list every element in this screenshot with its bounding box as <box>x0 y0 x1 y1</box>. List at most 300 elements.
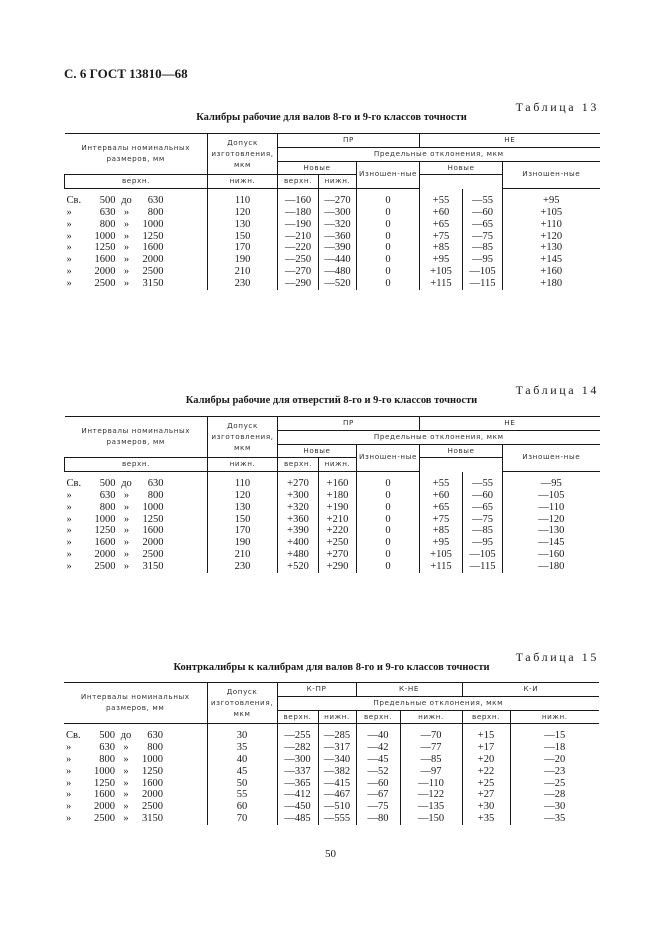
interval-cell <box>65 502 208 514</box>
table-cell: —300 <box>319 207 357 219</box>
table-cell: +220 <box>319 525 357 537</box>
table-cell: —382 <box>318 766 356 778</box>
table-cell: —480 <box>319 266 357 278</box>
interval-pre: » <box>66 525 72 537</box>
table-cell: —135 <box>400 801 462 813</box>
interval-b: 3150 <box>142 560 164 572</box>
table-cell: 0 <box>357 561 420 573</box>
table-cell: +60 <box>420 207 463 219</box>
table-cell: 0 <box>357 472 420 490</box>
header-ne-lower: нижн. <box>319 175 357 189</box>
interval-cell <box>65 278 208 290</box>
table-cell: +400 <box>278 537 319 549</box>
interval-range <box>67 537 164 549</box>
table-cell: —40 <box>356 724 400 742</box>
header-pr: ПР <box>278 134 420 148</box>
table-cell: +60 <box>420 490 463 502</box>
table-cell: —415 <box>318 778 356 790</box>
table-cell: +115 <box>420 278 463 290</box>
interval-a: 630 <box>99 206 116 218</box>
table-cell: +250 <box>319 537 357 549</box>
interval-b: 1000 <box>142 501 164 513</box>
table-cell: +15 <box>462 724 510 742</box>
table-row <box>64 766 599 778</box>
header-ne-lower: нижн. <box>319 458 357 472</box>
interval-a: 630 <box>99 742 115 754</box>
table-cell: +85 <box>420 242 463 254</box>
table-cell: 110 <box>208 472 278 490</box>
interval-b: 1600 <box>142 777 163 789</box>
page-header: С. 6 ГОСТ 13810—68 <box>64 66 188 81</box>
table-cell: 0 <box>357 514 420 526</box>
table-cell: +22 <box>462 766 510 778</box>
interval-b: 630 <box>147 730 163 742</box>
interval-b: 2000 <box>142 537 164 549</box>
table-cell: —85 <box>463 525 503 537</box>
interval-a: 1600 <box>94 537 116 549</box>
table-cell: —340 <box>318 754 356 766</box>
interval-range <box>66 742 163 754</box>
table-row <box>64 789 599 801</box>
interval-cell <box>65 189 208 207</box>
table-cell: +20 <box>462 754 510 766</box>
table-cell: 40 <box>207 754 277 766</box>
interval-sep: » <box>123 230 130 242</box>
interval-b: 2500 <box>142 265 164 277</box>
table-cell: +180 <box>319 490 357 502</box>
table-cell: —45 <box>356 754 400 766</box>
header-kne-lower: нижн. <box>400 710 462 724</box>
table-cell: +160 <box>319 472 357 490</box>
table-15-caption: Контркалибры к калибрам для валов 8-го и 9-го классов точности <box>173 662 490 673</box>
table-cell: +105 <box>503 207 600 219</box>
table-cell: +95 <box>503 189 600 207</box>
table-cell: —122 <box>400 789 462 801</box>
table-cell: +145 <box>503 254 600 266</box>
interval-pre: » <box>66 265 72 277</box>
interval-range <box>66 801 163 813</box>
interval-range <box>66 813 163 825</box>
table-cell: +115 <box>420 561 463 573</box>
table-cell: +160 <box>503 266 600 278</box>
table-cell: +105 <box>420 549 463 561</box>
interval-range <box>67 490 164 502</box>
table-row <box>64 813 599 825</box>
interval-range <box>67 549 164 561</box>
table-cell: +120 <box>503 231 600 243</box>
table-cell: —18 <box>510 742 599 754</box>
table-cell: —520 <box>319 278 357 290</box>
table-cell: +17 <box>462 742 510 754</box>
header-kpr-lower: нижн. <box>318 710 356 724</box>
table-row <box>64 778 599 790</box>
table-cell: +480 <box>278 549 319 561</box>
table-cell: 150 <box>208 231 278 243</box>
interval-a: 1600 <box>94 254 116 266</box>
interval-cell <box>64 766 207 778</box>
table-cell: —285 <box>318 724 356 742</box>
interval-b: 800 <box>147 742 163 754</box>
interval-sep: » <box>123 206 130 218</box>
interval-pre: » <box>66 777 72 789</box>
table-cell: —65 <box>463 502 503 514</box>
interval-b: 1250 <box>142 230 164 242</box>
table-cell: +65 <box>420 502 463 514</box>
table-cell: 30 <box>207 724 277 742</box>
table-14-number: Таблица 14 <box>515 383 599 397</box>
interval-sep: » <box>123 742 129 754</box>
table-cell: 170 <box>208 525 278 537</box>
table-cell: +105 <box>420 266 463 278</box>
interval-b: 1000 <box>142 753 163 765</box>
table-row <box>65 219 600 231</box>
table-cell: —95 <box>463 254 503 266</box>
table-cell: —190 <box>278 219 319 231</box>
table-cell: 45 <box>207 766 277 778</box>
interval-pre: » <box>66 812 72 824</box>
header-ne-worn: Изношен-ные <box>503 161 600 189</box>
interval-cell <box>64 742 207 754</box>
interval-cell <box>65 231 208 243</box>
header-pr: ПР <box>278 417 420 431</box>
table-cell: +25 <box>462 778 510 790</box>
interval-cell <box>65 537 208 549</box>
table-cell: —110 <box>503 502 600 514</box>
table-row <box>65 242 600 254</box>
interval-b: 2000 <box>142 254 164 266</box>
interval-sep: » <box>123 265 130 277</box>
table-row <box>65 231 600 243</box>
table-row <box>64 724 599 742</box>
table-cell: —282 <box>277 742 318 754</box>
table-cell: +55 <box>420 472 463 490</box>
table-cell: 0 <box>357 242 420 254</box>
interval-pre: » <box>66 548 72 560</box>
interval-sep: » <box>123 765 129 777</box>
table-cell: —115 <box>463 278 503 290</box>
table-cell: —77 <box>400 742 462 754</box>
table-cell: —160 <box>503 549 600 561</box>
table-row <box>65 278 600 290</box>
interval-pre: » <box>66 218 72 230</box>
interval-a: 1250 <box>94 242 116 254</box>
table-cell: 130 <box>208 502 278 514</box>
table-cell: —30 <box>510 801 599 813</box>
table-cell: 170 <box>208 242 278 254</box>
interval-cell <box>65 490 208 502</box>
table-row <box>65 514 600 526</box>
interval-sep: » <box>123 242 130 254</box>
table-13 <box>64 133 600 290</box>
interval-a: 2500 <box>94 812 115 824</box>
table-cell: —20 <box>510 754 599 766</box>
interval-cell <box>65 472 208 490</box>
interval-cell <box>64 778 207 790</box>
interval-range <box>66 730 163 742</box>
interval-a: 2000 <box>94 265 116 277</box>
table-cell: —270 <box>319 189 357 207</box>
header-pr-lower: нижн. <box>208 458 278 472</box>
table-13-caption: Калибры рабочие для валов 8-го и 9-го классов точности <box>196 112 467 123</box>
interval-a: 1000 <box>94 230 116 242</box>
table-cell: —255 <box>277 724 318 742</box>
interval-pre: » <box>66 537 72 549</box>
interval-cell <box>65 254 208 266</box>
table-row <box>65 207 600 219</box>
header-kne: К-НЕ <box>356 683 462 697</box>
table-cell: —220 <box>278 242 319 254</box>
interval-a: 2500 <box>94 277 116 289</box>
interval-b: 1000 <box>142 218 164 230</box>
table-cell: —180 <box>278 207 319 219</box>
interval-range <box>67 266 164 278</box>
header-tolerance: Допуск изготовления, мкм <box>208 134 278 175</box>
table-cell: —390 <box>319 242 357 254</box>
interval-pre: Св. <box>66 730 81 742</box>
table-cell: —250 <box>278 254 319 266</box>
interval-a: 630 <box>99 489 116 501</box>
interval-pre: » <box>66 277 72 289</box>
table-cell: —360 <box>319 231 357 243</box>
table-15 <box>64 682 599 825</box>
table-cell: +95 <box>420 254 463 266</box>
interval-cell <box>65 266 208 278</box>
table-cell: 120 <box>208 490 278 502</box>
header-ne-worn: Изношен-ные <box>503 444 600 472</box>
table-cell: 0 <box>357 537 420 549</box>
header-intervals: Интервалы номинальных размеров, мм <box>65 134 208 175</box>
table-cell: +360 <box>278 514 319 526</box>
table-cell: —28 <box>510 789 599 801</box>
table-row <box>65 472 600 490</box>
table-cell: 0 <box>357 231 420 243</box>
header-intervals: Интервалы номинальных размеров, мм <box>64 683 207 724</box>
table-cell: 130 <box>208 219 278 231</box>
table-cell: —105 <box>463 266 503 278</box>
interval-range <box>67 478 164 490</box>
interval-a: 500 <box>99 478 116 490</box>
interval-pre: » <box>66 501 72 513</box>
table-row <box>65 525 600 537</box>
interval-sep: » <box>123 501 130 513</box>
interval-b: 3150 <box>142 812 163 824</box>
table-cell: —510 <box>318 801 356 813</box>
table-cell: 0 <box>357 189 420 207</box>
table-cell: —75 <box>463 231 503 243</box>
table-cell: 230 <box>208 561 278 573</box>
table-cell: +320 <box>278 502 319 514</box>
table-cell: —130 <box>503 525 600 537</box>
interval-sep: » <box>123 218 130 230</box>
interval-cell <box>65 219 208 231</box>
interval-a: 1000 <box>94 765 115 777</box>
interval-pre: » <box>66 206 72 218</box>
table-cell: 110 <box>208 189 278 207</box>
table-cell: +75 <box>420 231 463 243</box>
table-cell: —450 <box>277 801 318 813</box>
header-ki: К-И <box>462 683 599 697</box>
table-cell: —42 <box>356 742 400 754</box>
interval-b: 630 <box>147 478 164 490</box>
interval-cell <box>65 242 208 254</box>
interval-sep: до <box>121 195 132 207</box>
table-cell: +130 <box>503 242 600 254</box>
header-ne-new: Новые <box>420 444 503 458</box>
table-cell: —65 <box>463 219 503 231</box>
interval-sep: » <box>123 277 130 289</box>
table-row <box>65 502 600 514</box>
interval-range <box>67 561 164 573</box>
header-ne-new: Новые <box>420 161 503 175</box>
interval-range <box>67 514 164 526</box>
header-kpr-upper: верхн. <box>277 710 318 724</box>
header-deviations: Предельные отклонения, мкм <box>278 430 600 444</box>
header-ki-lower: нижн. <box>510 710 599 724</box>
table-cell: 210 <box>208 549 278 561</box>
header-ne: НЕ <box>420 134 600 148</box>
interval-b: 1600 <box>142 525 164 537</box>
interval-pre: » <box>66 513 72 525</box>
table-cell: —85 <box>463 242 503 254</box>
table-cell: —80 <box>356 813 400 825</box>
table-cell: +390 <box>278 525 319 537</box>
interval-sep: » <box>123 537 130 549</box>
table-cell: +27 <box>462 789 510 801</box>
header-ne: НЕ <box>420 417 600 431</box>
header-tolerance: Допуск изготовления, мкм <box>208 417 278 458</box>
interval-b: 2500 <box>142 548 164 560</box>
interval-range <box>66 789 163 801</box>
table-cell: +270 <box>278 472 319 490</box>
table-cell: +30 <box>462 801 510 813</box>
table-row <box>64 742 599 754</box>
table-cell: —145 <box>503 537 600 549</box>
interval-sep: » <box>123 489 130 501</box>
table-cell: —337 <box>277 766 318 778</box>
table-cell: 60 <box>207 801 277 813</box>
table-cell: 0 <box>357 502 420 514</box>
table-14-caption: Калибры рабочие для отверстий 8-го и 9-го классов точности <box>185 395 478 406</box>
table-row <box>65 254 600 266</box>
table-cell: +300 <box>278 490 319 502</box>
table-cell: +190 <box>319 502 357 514</box>
interval-sep: » <box>123 777 129 789</box>
interval-pre: » <box>66 254 72 266</box>
interval-range <box>66 754 163 766</box>
interval-b: 1600 <box>142 242 164 254</box>
table-row <box>65 549 600 561</box>
table-cell: —35 <box>510 813 599 825</box>
table-cell: —52 <box>356 766 400 778</box>
table-row <box>64 801 599 813</box>
interval-pre: » <box>66 230 72 242</box>
table-cell: —365 <box>277 778 318 790</box>
table-cell: —440 <box>319 254 357 266</box>
table-cell: 0 <box>357 207 420 219</box>
interval-a: 1250 <box>94 777 115 789</box>
interval-sep: » <box>123 812 129 824</box>
table-row <box>65 561 600 573</box>
table-cell: —67 <box>356 789 400 801</box>
table-cell: 0 <box>357 278 420 290</box>
interval-a: 1600 <box>94 789 115 801</box>
interval-a: 1250 <box>94 525 116 537</box>
table-cell: +520 <box>278 561 319 573</box>
interval-pre: » <box>66 242 72 254</box>
interval-range <box>67 502 164 514</box>
interval-sep: до <box>121 478 132 490</box>
interval-range <box>67 242 164 254</box>
interval-a: 1000 <box>94 513 116 525</box>
interval-cell <box>64 801 207 813</box>
interval-pre: » <box>66 742 72 754</box>
interval-a: 500 <box>99 195 116 207</box>
table-cell: —23 <box>510 766 599 778</box>
table-cell: —110 <box>400 778 462 790</box>
table-14 <box>64 416 600 573</box>
interval-sep: » <box>123 753 129 765</box>
interval-a: 2000 <box>94 801 115 813</box>
interval-pre: » <box>66 560 72 572</box>
header-pr-lower: нижн. <box>208 175 278 189</box>
interval-b: 630 <box>147 195 164 207</box>
table-cell: 0 <box>357 266 420 278</box>
interval-cell <box>65 207 208 219</box>
table-cell: —75 <box>356 801 400 813</box>
table-cell: +290 <box>319 561 357 573</box>
table-cell: —60 <box>463 490 503 502</box>
table-cell: —115 <box>463 561 503 573</box>
table-row <box>65 537 600 549</box>
table-cell: —412 <box>277 789 318 801</box>
table-cell: 120 <box>208 207 278 219</box>
table-cell: —95 <box>503 472 600 490</box>
table-cell: 190 <box>208 537 278 549</box>
interval-b: 800 <box>147 489 164 501</box>
interval-cell <box>64 754 207 766</box>
table-cell: —70 <box>400 724 462 742</box>
interval-b: 2000 <box>142 789 163 801</box>
table-cell: 35 <box>207 742 277 754</box>
interval-a: 800 <box>99 501 116 513</box>
table-cell: —210 <box>278 231 319 243</box>
table-cell: 70 <box>207 813 277 825</box>
interval-b: 1250 <box>142 513 164 525</box>
interval-range <box>66 778 163 790</box>
table-cell: —105 <box>463 549 503 561</box>
interval-range <box>66 766 163 778</box>
interval-cell <box>65 549 208 561</box>
table-15-number: Таблица 15 <box>515 650 599 664</box>
interval-pre: » <box>66 753 72 765</box>
header-pr-upper: верхн. <box>65 175 208 189</box>
interval-sep: до <box>120 730 132 742</box>
interval-pre: Св. <box>66 195 82 207</box>
header-pr-upper: верхн. <box>65 458 208 472</box>
interval-cell <box>65 561 208 573</box>
interval-cell <box>65 525 208 537</box>
interval-range <box>67 231 164 243</box>
interval-b: 800 <box>147 206 164 218</box>
table-cell: —467 <box>318 789 356 801</box>
table-cell: +85 <box>420 525 463 537</box>
header-ki-upper: верхн. <box>462 710 510 724</box>
table-cell: —317 <box>318 742 356 754</box>
table-cell: 0 <box>357 549 420 561</box>
header-kne-upper: верхн. <box>356 710 400 724</box>
interval-range <box>67 219 164 231</box>
table-cell: —150 <box>400 813 462 825</box>
